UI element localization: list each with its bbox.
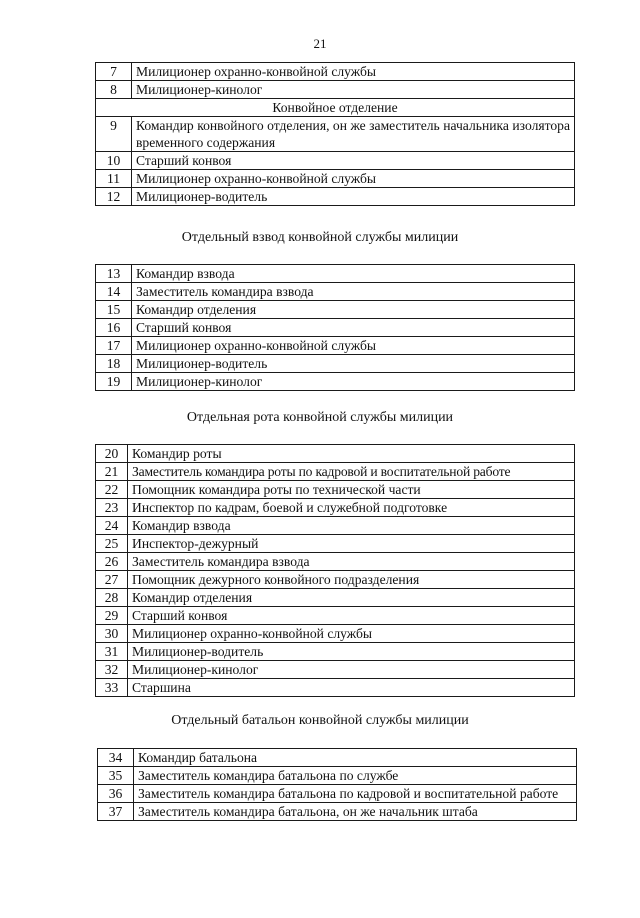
table-row <box>98 767 577 785</box>
row-position: Милиционер охранно-конвойной службы <box>132 337 575 355</box>
row-position: Инспектор-дежурный <box>128 535 575 553</box>
row-number: 28 <box>96 589 128 607</box>
row-position: Милиционер-кинолог <box>132 373 575 391</box>
table-row <box>96 445 575 463</box>
row-position: Милиционер охранно-конвойной службы <box>132 170 575 188</box>
table-row <box>96 63 575 81</box>
row-position: Заместитель командира взвода <box>132 283 575 301</box>
row-position: Заместитель командира взвода <box>128 553 575 571</box>
table-row <box>96 337 575 355</box>
row-position: Командир конвойного отделения, он же заместитель начальника изолятора временного содержания <box>132 117 575 152</box>
table-row <box>96 283 575 301</box>
row-position: Старший конвоя <box>132 152 575 170</box>
row-number: 24 <box>96 517 128 535</box>
table-platoon <box>95 264 575 391</box>
table-convoy-section <box>95 62 575 206</box>
table-subheader-row <box>96 99 575 117</box>
table-row <box>96 661 575 679</box>
row-position: Милиционер-кинолог <box>132 81 575 99</box>
row-position: Милиционер-водитель <box>132 355 575 373</box>
row-number: 27 <box>96 571 128 589</box>
table-row <box>96 589 575 607</box>
row-position: Заместитель командира батальона, он же начальник штаба <box>134 803 577 821</box>
row-position: Заместитель командира батальона по службе <box>134 767 577 785</box>
row-number: 23 <box>96 499 128 517</box>
row-number: 19 <box>96 373 132 391</box>
row-number: 22 <box>96 481 128 499</box>
table-company <box>95 444 575 697</box>
row-number: 13 <box>96 265 132 283</box>
row-number: 10 <box>96 152 132 170</box>
row-number: 29 <box>96 607 128 625</box>
row-number: 7 <box>96 63 132 81</box>
row-position: Командир взвода <box>128 517 575 535</box>
table-row <box>96 373 575 391</box>
row-position: Старшина <box>128 679 575 697</box>
table-row <box>98 803 577 821</box>
row-position: Помощник дежурного конвойного подразделения <box>128 571 575 589</box>
row-position: Милиционер-кинолог <box>128 661 575 679</box>
row-position: Командир взвода <box>132 265 575 283</box>
row-number: 31 <box>96 643 128 661</box>
row-number: 16 <box>96 319 132 337</box>
table-row <box>96 81 575 99</box>
row-number: 25 <box>96 535 128 553</box>
row-number: 20 <box>96 445 128 463</box>
row-position: Заместитель командира роты по кадровой и воспитательной работе <box>128 463 575 481</box>
table-row <box>96 517 575 535</box>
table-row <box>96 499 575 517</box>
row-position: Милиционер охранно-конвойной службы <box>128 625 575 643</box>
row-position: Милиционер-водитель <box>128 643 575 661</box>
table-row <box>98 785 577 803</box>
row-number: 33 <box>96 679 128 697</box>
table-row <box>96 643 575 661</box>
table-row <box>96 553 575 571</box>
table-battalion <box>97 748 577 821</box>
row-number: 32 <box>96 661 128 679</box>
row-number: 34 <box>98 749 134 767</box>
row-position: Командир отделения <box>128 589 575 607</box>
row-position: Командир отделения <box>132 301 575 319</box>
row-number: 11 <box>96 170 132 188</box>
table-row <box>96 679 575 697</box>
row-number: 37 <box>98 803 134 821</box>
row-position: Милиционер-водитель <box>132 188 575 206</box>
section-heading-platoon: Отдельный взвод конвойной службы милиции <box>181 230 459 245</box>
row-number: 12 <box>96 188 132 206</box>
row-position: Командир батальона <box>134 749 577 767</box>
table-row <box>96 625 575 643</box>
table-row <box>96 301 575 319</box>
row-number: 21 <box>96 463 128 481</box>
table-row <box>96 188 575 206</box>
row-position: Старший конвоя <box>132 319 575 337</box>
row-number: 18 <box>96 355 132 373</box>
table-row <box>96 170 575 188</box>
row-number: 35 <box>98 767 134 785</box>
table-row <box>96 152 575 170</box>
table-row <box>96 571 575 589</box>
section-heading-company: Отдельная рота конвойной службы милиции <box>186 410 454 425</box>
row-number: 15 <box>96 301 132 319</box>
row-number: 17 <box>96 337 132 355</box>
section-heading-battalion: Отдельный батальон конвойной службы милиции <box>171 713 469 728</box>
table-row <box>96 265 575 283</box>
table-row <box>96 355 575 373</box>
row-number: 26 <box>96 553 128 571</box>
row-number: 30 <box>96 625 128 643</box>
row-number: 8 <box>96 81 132 99</box>
table-row <box>96 463 575 481</box>
row-number: 9 <box>96 117 132 152</box>
table-row <box>96 481 575 499</box>
table-row <box>96 607 575 625</box>
table-subheader: Конвойное отделение <box>96 99 575 117</box>
page-number: 21 <box>313 36 327 51</box>
row-position: Инспектор по кадрам, боевой и служебной подготовке <box>128 499 575 517</box>
table-row <box>98 749 577 767</box>
row-number: 14 <box>96 283 132 301</box>
row-number: 36 <box>98 785 134 803</box>
table-row <box>96 535 575 553</box>
table-row <box>96 319 575 337</box>
row-position: Помощник командира роты по технической части <box>128 481 575 499</box>
row-position: Командир роты <box>128 445 575 463</box>
row-position: Старший конвоя <box>128 607 575 625</box>
table-row <box>96 117 575 152</box>
row-position: Заместитель командира батальона по кадровой и воспитательной работе <box>134 785 577 803</box>
row-position: Милиционер охранно-конвойной службы <box>132 63 575 81</box>
